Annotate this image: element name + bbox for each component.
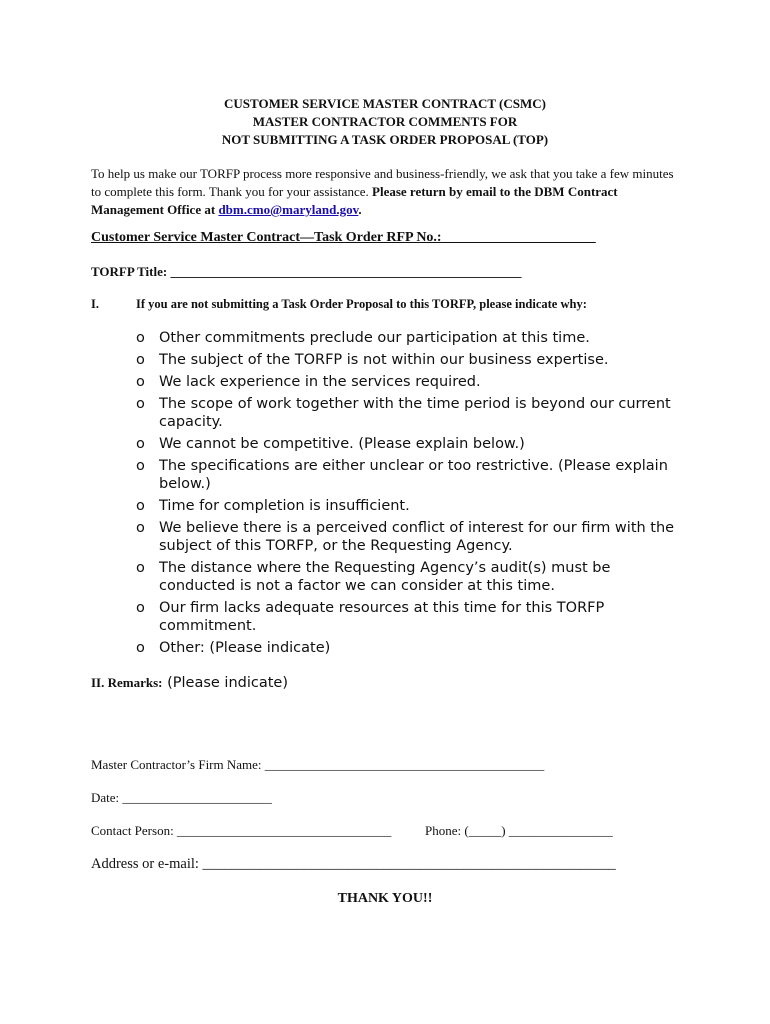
firm-name-field[interactable]: Master Contractor’s Firm Name: ___________________________________________ <box>91 757 545 772</box>
contact-person-field[interactable]: Contact Person: _________________________________ <box>91 823 392 838</box>
reason-text: Our firm lacks adequate resources at this time for this TORFP commitment. <box>159 600 605 634</box>
reason-item[interactable] <box>136 639 676 657</box>
reason-text: We cannot be competitive. (Please explain below.) <box>159 436 525 452</box>
checkbox-bullet[interactable]: o <box>136 498 145 514</box>
reason-text: Time for completion is insufficient. <box>159 498 410 514</box>
title-line-1: CUSTOMER SERVICE MASTER CONTRACT (CSMC) <box>224 96 546 111</box>
checkbox-bullet[interactable]: o <box>136 560 145 576</box>
rfp-number-label: Customer Service Master Contract—Task Order RFP No.: <box>91 230 442 245</box>
remarks-hint[interactable]: (Please indicate) <box>162 675 289 691</box>
section-1-heading <box>91 297 587 312</box>
reason-item[interactable] <box>136 497 676 515</box>
reason-text: Other commitments preclude our participation at this time. <box>159 330 590 346</box>
reason-item[interactable] <box>136 457 676 493</box>
reason-item[interactable] <box>136 435 676 453</box>
torfp-title-field[interactable]: ______________________________________________________ <box>170 264 522 279</box>
reason-item[interactable] <box>136 519 676 555</box>
section-1-number: I. <box>91 297 99 311</box>
intro-end: . <box>358 202 362 217</box>
title-line-2: MASTER CONTRACTOR COMMENTS FOR <box>252 114 518 129</box>
email-link[interactable]: dbm.cmo@maryland.gov <box>218 202 359 217</box>
rfp-number-field[interactable]: ______________________ <box>441 230 596 245</box>
reason-item[interactable] <box>136 329 676 347</box>
thank-you-text: THANK YOU!! <box>337 891 433 906</box>
reason-item[interactable] <box>136 395 676 431</box>
reason-text: We lack experience in the services required. <box>159 374 481 390</box>
checkbox-bullet[interactable]: o <box>136 374 145 390</box>
reason-item[interactable] <box>136 373 676 391</box>
reason-text: The specifications are either unclear or too restrictive. (Please explain below.) <box>159 458 668 492</box>
reasons-list <box>136 329 676 661</box>
checkbox-bullet[interactable]: o <box>136 458 145 474</box>
remarks-section <box>91 674 288 692</box>
checkbox-bullet[interactable]: o <box>136 436 145 452</box>
intro-paragraph <box>91 165 683 219</box>
reason-text: The distance where the Requesting Agency’s audit(s) must be conducted is not a factor we can consider at this time. <box>159 560 611 594</box>
reason-text: The scope of work together with the time period is beyond our current capacity. <box>159 396 671 430</box>
form-title <box>0 95 770 149</box>
checkbox-bullet[interactable]: o <box>136 600 145 616</box>
title-line-3: NOT SUBMITTING A TASK ORDER PROPOSAL (TOP) <box>221 132 549 147</box>
intro-return-instruction: Please return by email to the DBM Contract Management Office at <box>91 184 618 217</box>
checkbox-bullet[interactable]: o <box>136 330 145 346</box>
torfp-title-label: TORFP Title: <box>91 264 168 279</box>
reason-item[interactable] <box>136 351 676 369</box>
address-email-field[interactable]: Address or e-mail: _________________________________________________________ <box>91 856 616 872</box>
checkbox-bullet[interactable]: o <box>136 520 145 536</box>
remarks-label: II. Remarks: <box>91 675 163 690</box>
checkbox-bullet[interactable]: o <box>136 640 145 656</box>
reason-text: The subject of the TORFP is not within our business expertise. <box>159 352 609 368</box>
reason-item[interactable] <box>136 559 676 595</box>
reason-item[interactable] <box>136 599 676 635</box>
checkbox-bullet[interactable]: o <box>136 396 145 412</box>
section-1-text: If you are not submitting a Task Order Proposal to this TORFP, please indicate why: <box>136 297 587 311</box>
rfp-number-line <box>91 230 596 246</box>
intro-text: To help us make our TORFP process more responsive and business-friendly, we ask that you take a few minutes to complete this form. Thank you for your assistance. <box>91 166 674 199</box>
checkbox-bullet[interactable]: o <box>136 352 145 368</box>
phone-field[interactable]: Phone: (_____) ________________ <box>425 823 613 838</box>
reason-text: We believe there is a perceived conflict of interest for our firm with the subject of this TORFP, or the Requesting Agency. <box>159 520 675 554</box>
date-field[interactable]: Date: _______________________ <box>91 790 272 805</box>
torfp-title-line <box>91 264 521 280</box>
reason-text: Other: (Please indicate) <box>159 640 331 656</box>
